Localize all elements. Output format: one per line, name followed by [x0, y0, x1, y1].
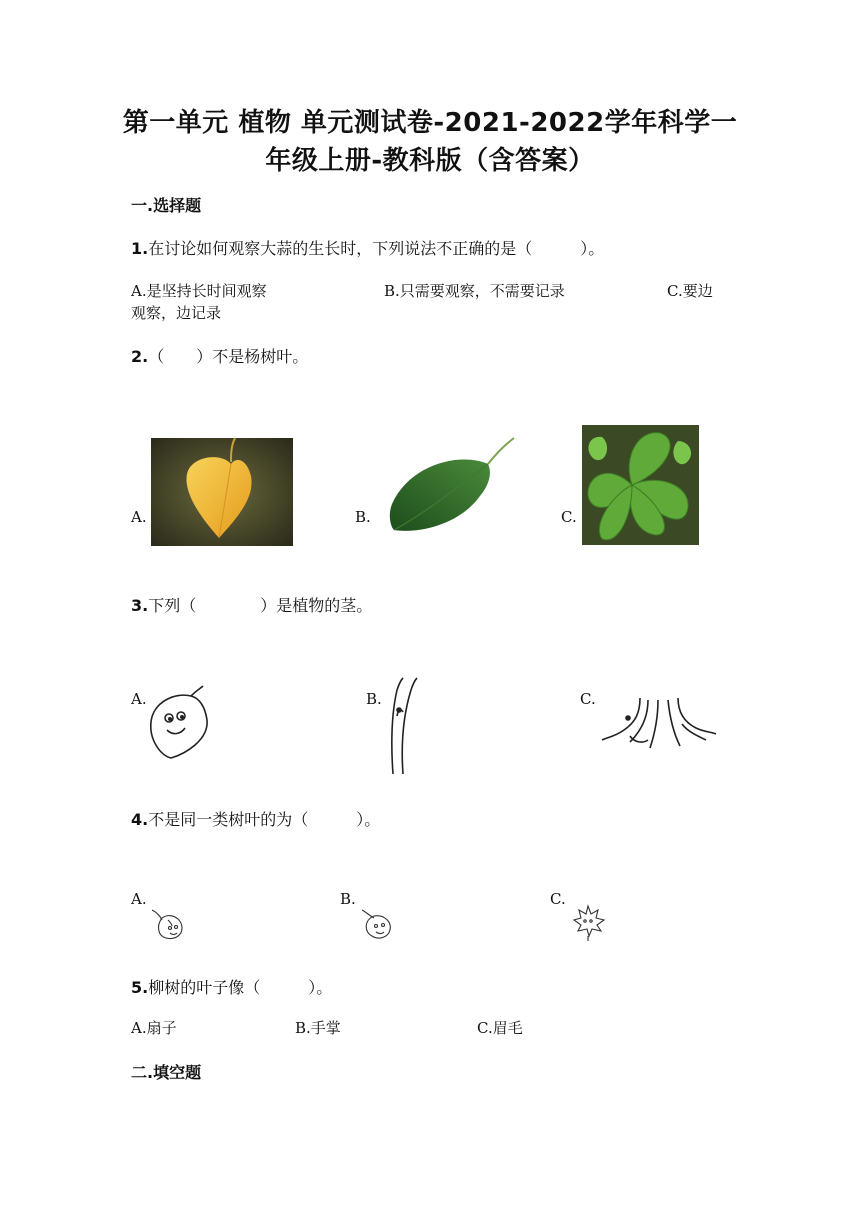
question-2-text: （ ）不是杨树叶。 — [148, 347, 309, 366]
question-2-number: 2. — [131, 347, 149, 366]
q1-option-b: B.只需要观察，不需要记录 — [384, 282, 565, 300]
q5-option-b: B.手掌 — [295, 1019, 341, 1037]
page-title — [120, 104, 740, 180]
q1-option-c-continued: 观察，边记录 — [131, 304, 222, 322]
small-cartoon-leaf-a — [148, 906, 186, 942]
question-1-number: 1. — [131, 239, 149, 258]
section-heading-choice: 一.选择题 — [131, 196, 202, 215]
question-5 — [131, 975, 332, 998]
q4-option-c-label: C. — [550, 890, 566, 908]
yellow-poplar-leaf-photo — [151, 438, 293, 546]
q1-option-a: A.是坚持长时间观察 — [131, 282, 267, 300]
cartoon-leaf-drawing — [145, 684, 215, 760]
q4-option-b-label: B. — [340, 890, 356, 908]
cartoon-stem-drawing — [385, 676, 425, 776]
small-maple-leaf-drawing — [568, 904, 608, 942]
question-1 — [131, 236, 604, 259]
q2-option-b-label: B. — [355, 508, 371, 526]
question-1-text: 在讨论如何观察大蒜的生长时，下列说法不正确的是（ ）。 — [148, 239, 605, 258]
q1-option-c: C.要边 — [667, 282, 713, 300]
question-4-number: 4. — [131, 810, 149, 829]
q5-option-c: C.眉毛 — [477, 1019, 523, 1037]
q3-option-b-label: B. — [366, 690, 382, 708]
cartoon-root-drawing — [600, 696, 718, 752]
section-heading-fill-blank: 二.填空题 — [131, 1063, 202, 1082]
question-5-text: 柳树的叶子像（ ）。 — [148, 978, 333, 997]
small-cartoon-leaf-b — [358, 906, 396, 942]
q4-option-a-label: A. — [131, 890, 147, 908]
question-3-text: 下列（ ）是植物的茎。 — [148, 596, 373, 615]
question-3-number: 3. — [131, 596, 149, 615]
question-4-text: 不是同一类树叶的为（ ）。 — [148, 810, 381, 829]
question-3 — [131, 593, 372, 616]
q3-option-c-label: C. — [580, 690, 596, 708]
green-leaf-photo — [380, 434, 520, 540]
question-5-number: 5. — [131, 978, 149, 997]
q5-option-a: A.扇子 — [131, 1019, 177, 1037]
title-line-2: 年级上册-教科版（含答案） — [265, 146, 595, 176]
q2-option-c-label: C. — [561, 508, 577, 526]
q3-option-a-label: A. — [131, 690, 147, 708]
title-line-1: 第一单元 植物 单元测试卷-2021-2022学年科学一 — [122, 108, 738, 138]
q2-option-a-label: A. — [131, 508, 147, 526]
green-leaves-cluster-photo — [582, 425, 699, 545]
question-2 — [131, 344, 308, 367]
question-4 — [131, 807, 380, 830]
